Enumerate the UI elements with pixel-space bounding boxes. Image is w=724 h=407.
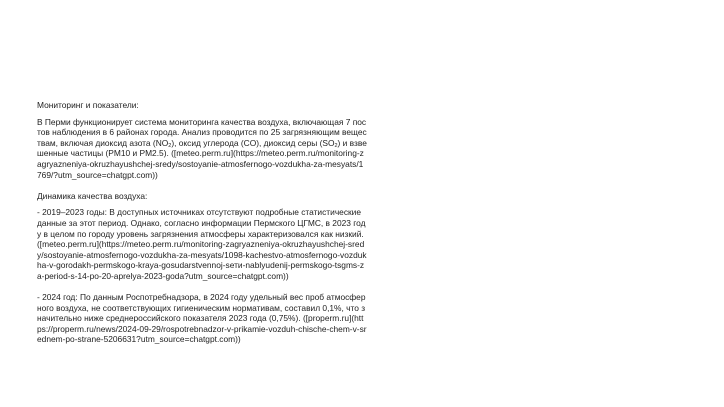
monitoring-paragraph bbox=[37, 117, 367, 181]
monitoring-text-part1: В Перми функционирует система мониторинга качества воздуха, включающая 7 постов наблюдения в 6 районах города. Анализ проводится по 25 загрязняющим веществам, включая диоксид азота (NO bbox=[37, 116, 367, 148]
monitoring-text-part3: ) и взвешенные частицы (PM10 и PM2.5). ([meteo.perm.ru](https://meteo.perm.ru/monitoring-zagryazneniya-okruzhayushchej-sredy/sostoyanie-atmosfernogo-vozdukha-za-mesyats/1769/?utm_source=chatgpt.com)) bbox=[37, 137, 367, 180]
so2-subscript: 2 bbox=[334, 142, 338, 149]
list-item-2024: - 2024 год: По данным Роспотребнадзора, в 2024 году удельный вес проб атмосферного воздуха, не соответствующих гигиеническим нормативам, составил 0,1%, что значительно ниже среднероссийского показателя 2023 года (0,75%). ([properm.ru](https://properm.ru/news/2024-09-29/rospotrebnadzor-v-prikamie-vozduh-chische-chem-v-srednem-po-strane-5206631?utm_source=chatgpt.com)) bbox=[37, 292, 367, 345]
no2-subscript: 2 bbox=[168, 142, 172, 149]
chat-message-content bbox=[37, 100, 367, 356]
monitoring-text-part2: ), оксид углерода (CO), диоксид серы (SO bbox=[171, 137, 335, 148]
section-heading-dynamics: Динамика качества воздуха: bbox=[37, 190, 148, 201]
list-item-2019-2023: - 2019–2023 годы: В доступных источниках отсутствуют подробные статистические данные за этот период. Однако, согласно информации Пермского ЦГМС, в 2023 году в целом по городу уровень загрязнения атмосферы характеризовался как низкий. ([meteo.perm.ru](https://meteo.perm.ru/monitoring-zagryazneniya-okruzhayushchej-sredy/sostoyanie-atmosfernogo-vozdukha-za-mesyats/1098-kachestvo-atmosfernogo-vozdukha-v-gorodakh-permskogo-kraya-gosudarstvennoj-sети-nablyudenij-permskogo-tsgms-za-period-s-14-po-20-aprelya-2023-goda?utm_source=chatgpt.com)) bbox=[37, 207, 367, 281]
section-heading-monitoring: Мониторинг и показатели: bbox=[37, 100, 139, 110]
